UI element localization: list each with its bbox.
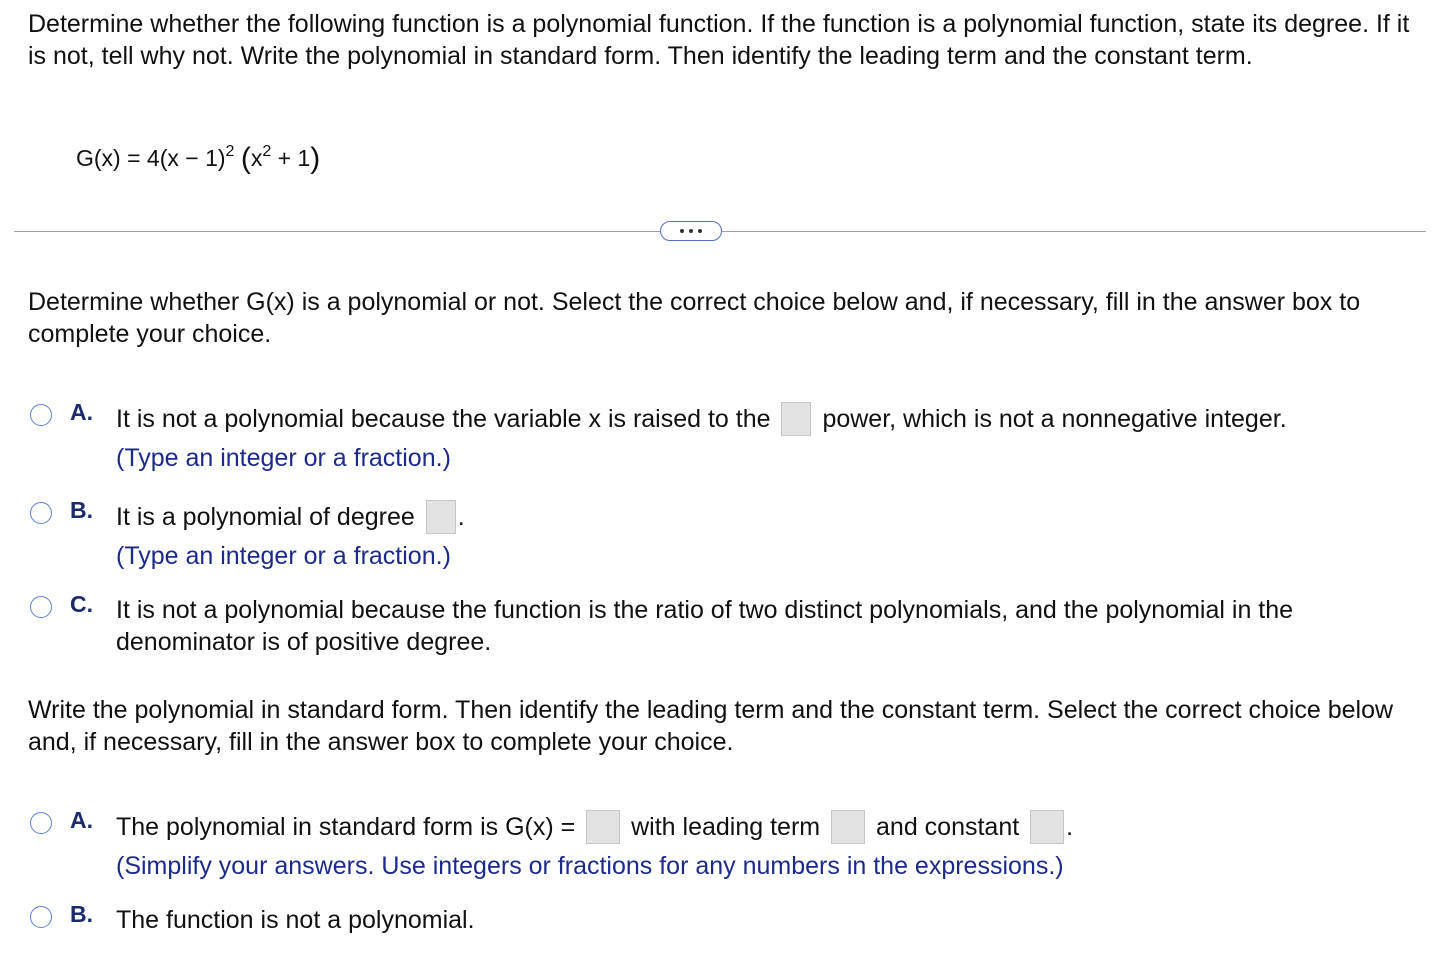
- equation-lhs: G(x) = 4(x − 1): [76, 145, 226, 171]
- choice-letter: B.: [70, 901, 93, 927]
- choice-text: It is not a polynomial because the function is the ratio of two distinct polynomials, and the polynomial in the: [116, 596, 1294, 624]
- choice-text: .: [1066, 813, 1074, 841]
- ellipsis-icon: [698, 229, 702, 233]
- equation-exponent-2: 2: [262, 143, 272, 160]
- choice-text: with leading term: [631, 813, 821, 841]
- choice-hint: (Type an integer or a fraction.): [116, 444, 451, 472]
- equation-tail: + 1: [271, 145, 311, 171]
- ellipsis-icon: [680, 229, 684, 233]
- choice-text: The function is not a polynomial.: [116, 906, 475, 934]
- equation-inner: x: [250, 145, 263, 171]
- part1-a-power-input[interactable]: [781, 402, 811, 436]
- choice-text: denominator is of positive degree.: [116, 628, 492, 656]
- standard-form-input[interactable]: [586, 810, 620, 844]
- part1-choice-c-radio[interactable]: [30, 596, 52, 618]
- function-equation: [76, 138, 320, 179]
- leading-term-input[interactable]: [831, 810, 865, 844]
- choice-hint: (Type an integer or a fraction.): [116, 542, 451, 570]
- part1-choice-a-radio[interactable]: [30, 404, 52, 426]
- part1-choice-b-radio[interactable]: [30, 502, 52, 524]
- constant-term-input[interactable]: [1030, 810, 1064, 844]
- question-prompt: Determine whether the following function is a polynomial function. If the function is a polynomial function, state its degree. If it is not, tell why not. Write the polynomial in standard form. Then identify the leading term and the constant term.: [28, 10, 1410, 70]
- part2-choice-a[interactable]: [30, 807, 1420, 882]
- part2-choice-a-radio[interactable]: [30, 812, 52, 834]
- equation-open-paren: (: [240, 142, 251, 175]
- show-more-button[interactable]: [660, 221, 722, 241]
- part1-choice-a[interactable]: [30, 399, 1420, 474]
- ellipsis-icon: [689, 229, 693, 233]
- choice-letter: B.: [70, 497, 93, 523]
- choice-text: power, which is not a nonnegative integer.: [822, 405, 1287, 433]
- part2-instruction: Write the polynomial in standard form. Then identify the leading term and the constant term. Select the correct choice below and, if necessary, fill in the answer box to complete your choice.: [28, 696, 1394, 756]
- part1-b-degree-input[interactable]: [426, 500, 456, 534]
- choice-letter: A.: [70, 399, 93, 425]
- choice-text: and constant: [876, 813, 1020, 841]
- equation-close-paren: ): [310, 142, 321, 175]
- part1-choice-b[interactable]: [30, 497, 1420, 572]
- choice-letter: A.: [70, 807, 93, 833]
- choice-text: The polynomial in standard form is G(x) =: [116, 813, 576, 841]
- choice-text: It is not a polynomial because the variable x is raised to the: [116, 405, 771, 433]
- part1-instruction: Determine whether G(x) is a polynomial or not. Select the correct choice below and, if necessary, fill in the answer box to complete your choice.: [28, 288, 1361, 348]
- part1-choice-c[interactable]: [30, 591, 1420, 658]
- choice-text: .: [457, 503, 465, 531]
- choice-letter: C.: [70, 591, 93, 617]
- part2-choice-b-radio[interactable]: [30, 906, 52, 928]
- part2-choice-b[interactable]: [30, 901, 1420, 938]
- choice-text: It is a polynomial of degree: [116, 503, 415, 531]
- equation-exponent-1: 2: [225, 143, 235, 160]
- choice-hint: (Simplify your answers. Use integers or fractions for any numbers in the expressions.): [116, 852, 1064, 880]
